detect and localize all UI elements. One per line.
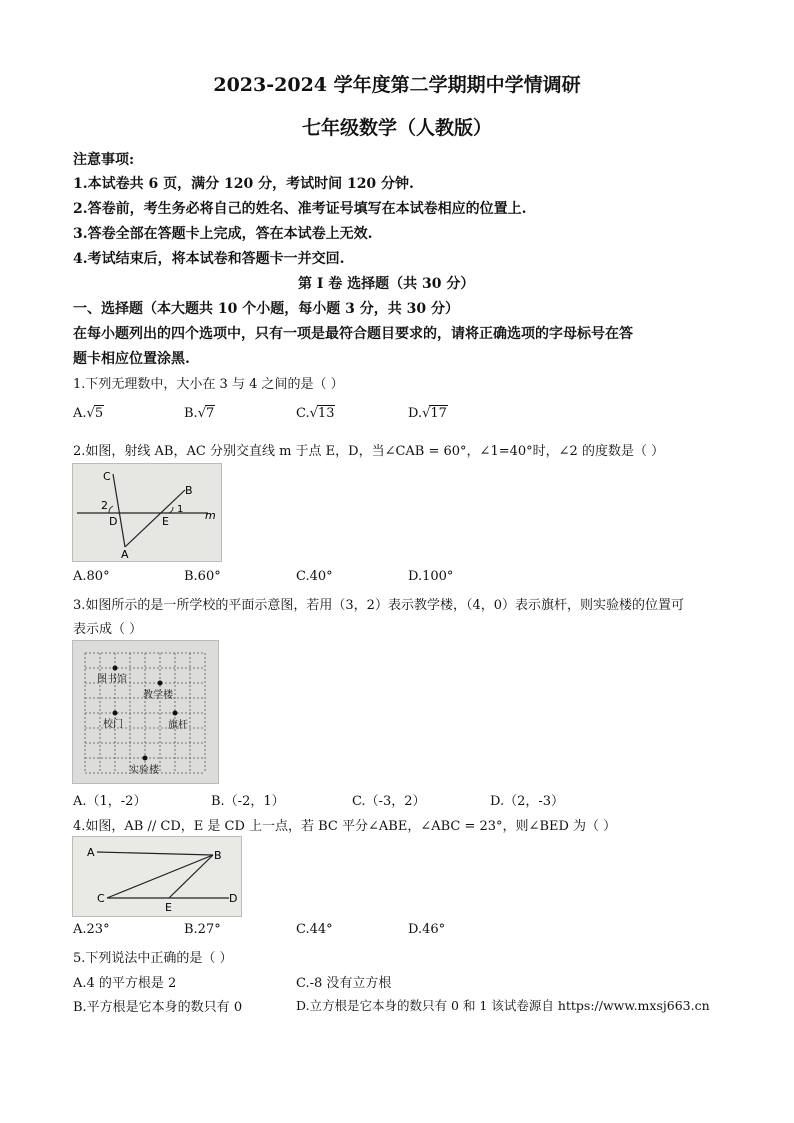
q2-option-a: A.80° (73, 569, 110, 584)
label-angle-2: 2 (101, 499, 108, 512)
label-c: C (97, 892, 105, 905)
map-flagpole: 旗杆 (168, 720, 188, 731)
question-3-stem: 3.如图所示的是一所学校的平面示意图，若用（3，2）表示教学楼，（4，0）表示旗杆，则实验楼的位置可 (73, 598, 684, 613)
map-teaching-building: 教学楼 (143, 690, 173, 701)
label-b: B (214, 849, 222, 862)
section-title: 第 I 卷 选择题（共 30 分） (298, 276, 475, 292)
q3-option-b: B.（-2，1） (211, 794, 285, 809)
q4-figure (72, 836, 242, 917)
q1-option-d: D.√17 (408, 406, 447, 421)
label-e: E (165, 901, 172, 914)
q1-option-a: A.√5 (73, 406, 104, 421)
page-subtitle: 七年级数学（人教版） (301, 117, 492, 139)
q2-option-d: D.100° (408, 569, 454, 584)
question-3-stem-cont: 表示成（ ） (73, 622, 143, 637)
instruction-line: 在每小题列出的四个选项中，只有一项是最符合题目要求的，请将正确选项的字母标号在答 (73, 326, 633, 342)
page-title: 2023-2024 学年度第二学期期中学情调研 (213, 74, 581, 96)
label-m: m (205, 509, 216, 522)
label-e: E (162, 515, 169, 528)
question-4-stem: 4.如图，AB // CD，E 是 CD 上一点，若 BC 平分∠ABE，∠ABC = 23°，则∠BED 为（ ） (73, 819, 617, 834)
question-5-stem: 5.下列说法中正确的是（ ） (73, 951, 233, 966)
q5-option-a: A.4 的平方根是 2 (73, 976, 177, 991)
label-d: D (229, 892, 238, 905)
question-2-stem: 2.如图，射线 AB，AC 分别交直线 m 于点 E，D，当∠CAB = 60°，∠1=40°时，∠2 的度数是（ ） (73, 444, 665, 459)
q4-option-a: A.23° (73, 922, 110, 937)
label-a: A (121, 548, 129, 561)
instruction-line: 题卡相应位置涂黑. (73, 351, 190, 367)
q5-option-c: C.-8 没有立方根 (296, 976, 392, 991)
q2-option-c: C.40° (296, 569, 333, 584)
label-c: C (103, 470, 111, 483)
q4-option-b: B.27° (184, 922, 221, 937)
map-lab-building: 实验楼 (129, 765, 159, 776)
part-title: 一、选择题（本大题共 10 个小题，每小题 3 分，共 30 分） (73, 301, 459, 317)
q5-option-d: D.立方根是它本身的数只有 0 和 1 该试卷源自 https://www.mxsj663.cn (296, 998, 710, 1013)
q2-figure (72, 463, 222, 562)
question-1-stem: 1.下列无理数中，大小在 3 与 4 之间的是（ ） (73, 377, 344, 392)
map-library: 图书馆 (97, 674, 127, 685)
notice-item: 1.本试卷共 6 页，满分 120 分，考试时间 120 分钟. (73, 176, 414, 192)
q3-option-d: D.（2，-3） (490, 794, 565, 809)
notice-item: 3.答卷全部在答题卡上完成，答在本试卷上无效. (73, 226, 373, 242)
q2-diagram (73, 464, 221, 561)
q1-option-b: B.√7 (184, 406, 215, 421)
q3-map (73, 641, 218, 783)
q3-option-a: A.（1，-2） (73, 794, 147, 809)
q4-option-d: D.46° (408, 922, 446, 937)
label-d: D (109, 515, 118, 528)
label-angle-1: 1 (177, 504, 184, 515)
q4-diagram (73, 837, 241, 916)
q3-option-c: C.（-3，2） (352, 794, 426, 809)
q2-option-b: B.60° (184, 569, 221, 584)
label-a: A (87, 846, 95, 859)
q5-option-b: B.平方根是它本身的数只有 0 (73, 1000, 243, 1015)
notice-item: 4.考试结束后，将本试卷和答题卡一并交回. (73, 251, 345, 267)
q3-figure (72, 640, 219, 784)
notice-item: 2.答卷前，考生务必将自己的姓名、准考证号填写在本试卷相应的位置上. (73, 201, 527, 217)
map-gate: 校门 (103, 719, 123, 730)
q4-option-c: C.44° (296, 922, 333, 937)
label-b: B (185, 484, 193, 497)
notice-heading: 注意事项: (73, 152, 135, 168)
q1-option-c: C.√13 (296, 406, 335, 421)
